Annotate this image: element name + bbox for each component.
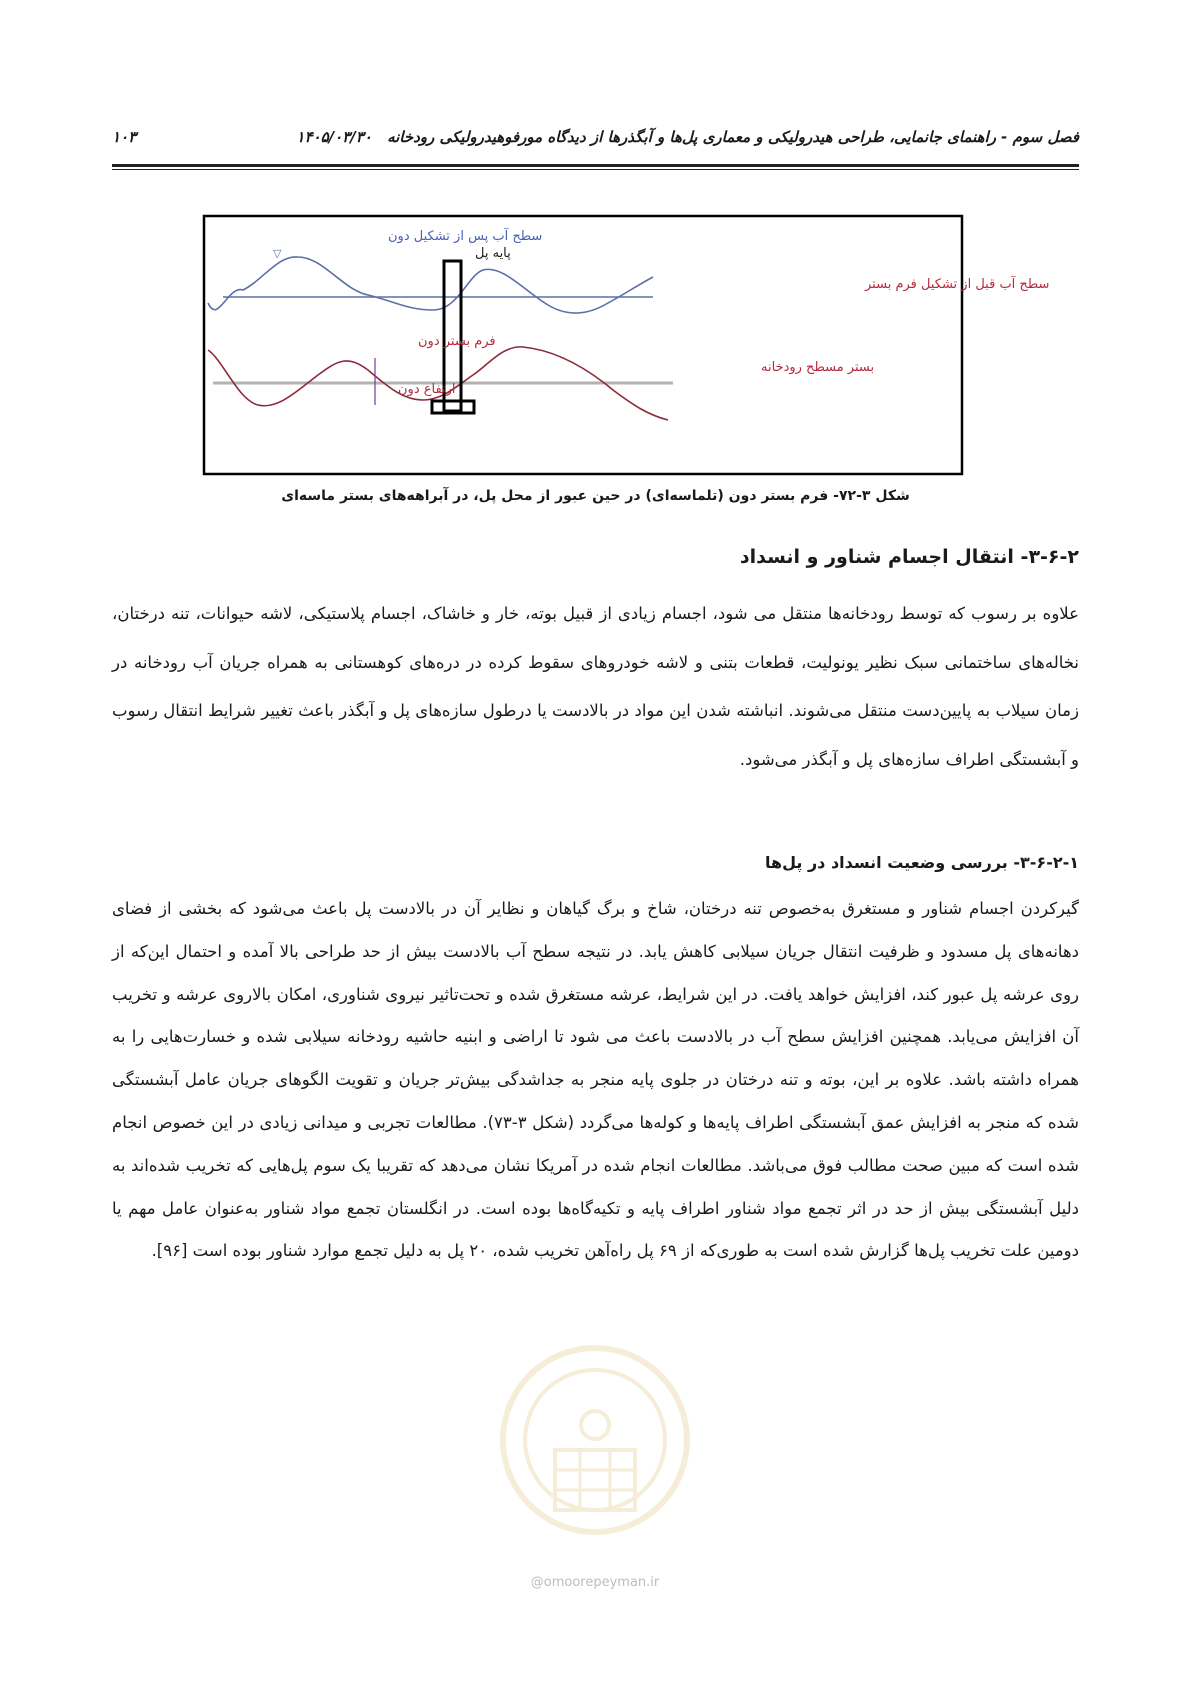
header-rule-thin — [112, 169, 1079, 170]
dune-bedform-figure — [203, 215, 1050, 475]
water-surface-marker-icon: ▽ — [273, 247, 282, 260]
subsection-heading: ۳-۶-۲-۱- بررسی وضعیت انسداد در پل‌ها — [765, 853, 1079, 872]
label-pier: پایه پل — [475, 246, 511, 261]
figure-caption: شکل ۳-۷۲- فرم بستر دون (تلماسه‌ای) در حین عبور از محل پل، در آبراهه‌های بستر ماسه‌ای — [281, 488, 910, 504]
subsection-paragraph: گیرکردن اجسام شناور و مستغرق به‌خصوص تنه درختان، شاخ و برگ گیاهان و نظایر آن در بالادست پل باعث می‌شود که بخشی از فضای دهانه‌های پل مسدود و ظرفیت انتقال جریان سیلابی کاهش یابد. در نتیجه سطح آب بالادست بیش از حد طراحی بالا آمده و احتمال این‌که از روی عرشه پل عبور کند، افزایش خواهد یافت. در این شرایط، عرشه مستغرق شده و تحت‌تاثیر نیروی شناوری، امکان بالاروی عرشه و تخریب آن افزایش می‌یابد. همچنین افزایش سطح آب در بالادست باعث می شود تا اراضی و ابنیه حاشیه رودخانه سیلابی شده و خسارت‌هایی را به همراه داشته باشد. علاوه بر این، بوته و تنه درختان در جلوی پایه منجر به جداشدگی بیش‌تر جریان و تقویت الگوهای جریان عامل آبشستگی شده که منجر به افزایش عمق آبشستگی اطراف پایه‌ها و کوله‌ها می‌گردد (شکل ۳-۷۳). مطالعات تجربی و میدانی زیادی در این خصوص انجام شده است که مبین صحت مطالب فوق می‌باشد. مطالعات انجام شده در آمریکا نشان می‌دهد که تقریبا یک سوم پل‌هایی که تخریب شده‌اند به دلیل آبشستگی بیش از حد در اثر تجمع مواد شناور اطراف پایه و تکیه‌گاه‌ها بوده است. در انگلستان تجمع مواد شناور به‌عنوان عامل مهم یا دومین علت تخریب پل‌ها گزارش شده است به طوری‌که از ۶۹ پل راه‌آهن تخریب شده، ۲۰ پل به دلیل تجمع موارد شناور بوده است [۹۶]. — [112, 899, 1080, 1261]
header-date: ۱۴۰۵/۰۳/۳۰ — [296, 128, 372, 146]
page-header — [112, 128, 1079, 168]
chapter-title: فصل سوم - راهنمای جانمایی، طراحی هیدرولیکی و معماری پل‌ها و آبگذرها از دیدگاه مورفوهیدرولیکی رودخانه — [387, 128, 1079, 146]
label-dune-height: ارتفاع دون — [398, 382, 456, 397]
label-water-before: سطح آب قبل از تشکیل فرم بستر — [865, 277, 1050, 292]
label-flat-bed: بستر مسطح رودخانه — [761, 360, 875, 375]
section-paragraph: علاوه بر رسوب که توسط رودخانه‌ها منتقل می شود، اجسام زیادی از قبیل بوته، خار و خاشاک، اجسام پلاستیکی، لاشه حیوانات، تنه درختان، نخاله‌های ساختمانی سبک نظیر یونولیت، قطعات بتنی و لاشه خودروهای سقوط کرده در دره‌های کوهستانی به همراه جریان آب رودخانه در زمان سیلاب به پایین‌دست منتقل می‌شوند. انباشته شدن این مواد در بالادست یا درطول سازه‌های پل و آبگذر باعث تغییر شرایط انتقال رسوب و آبشستگی اطراف سازه‌های پل و آبگذر می‌شود. — [112, 604, 1079, 769]
page-number: ۱۰۳ — [112, 128, 137, 146]
watermark-logo — [495, 1330, 695, 1570]
header-title — [296, 128, 1079, 146]
label-water-after-dune: سطح آب پس از تشکیل دون — [388, 229, 543, 244]
figure-frame — [204, 216, 962, 474]
watermark-url: @omoorepeyman.ir — [530, 1575, 660, 1590]
section-heading: ۳-۶-۲- انتقال اجسام شناور و انسداد — [739, 546, 1079, 568]
label-dune-form: فرم بستر دون — [418, 334, 496, 349]
header-rule-thick — [112, 164, 1079, 167]
